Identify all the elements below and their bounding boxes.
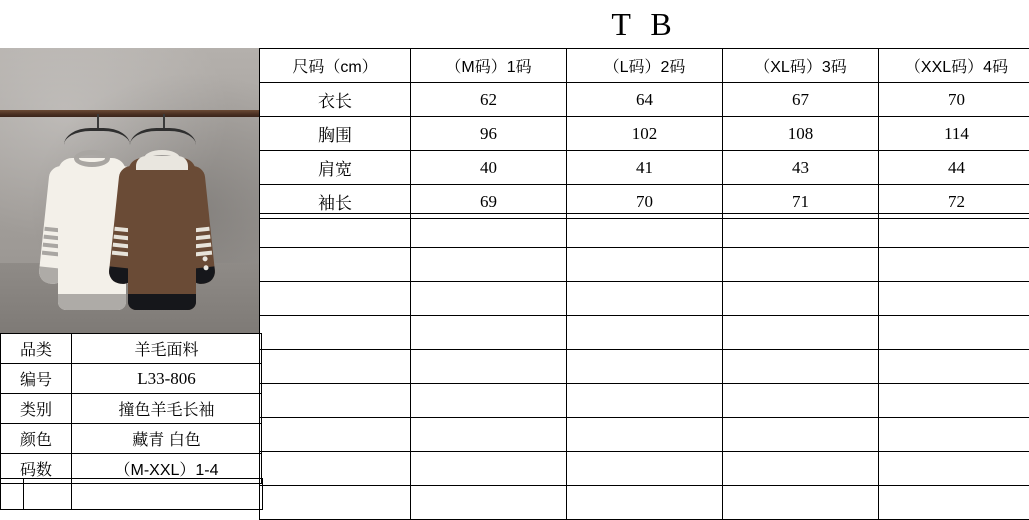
cell-shoulder-m: 40	[411, 151, 567, 185]
info-value-code: L33-806	[72, 364, 262, 394]
button-detail	[202, 256, 207, 261]
page-title: T B	[260, 0, 1029, 48]
row-label-length: 衣长	[260, 83, 411, 117]
column-header-xxl: （XXL码）4码	[879, 49, 1029, 83]
cell-length-l: 64	[567, 83, 723, 117]
column-header-size: 尺码（cm）	[260, 49, 411, 83]
bottom-stub-row	[0, 478, 263, 510]
sweater-body	[128, 158, 196, 310]
table-row-empty	[260, 282, 1029, 316]
clothing-rail	[0, 110, 259, 117]
table-row-empty	[260, 418, 1029, 452]
table-row	[1, 334, 262, 364]
info-value-sizes: （M-XXL）1-4	[72, 454, 262, 484]
info-key-code: 编号	[1, 364, 72, 394]
hem	[128, 294, 196, 310]
cell-sleeve-xxl: 72	[879, 185, 1029, 219]
info-key-color: 颜色	[1, 424, 72, 454]
info-key-sizes: 码数	[1, 454, 72, 484]
row-label-sleeve: 袖长	[260, 185, 411, 219]
table-row	[260, 83, 1029, 117]
table-row	[260, 117, 1029, 151]
table-row-empty	[260, 486, 1029, 520]
product-image	[0, 48, 259, 333]
table-row-empty	[260, 248, 1029, 282]
product-info-table	[0, 333, 262, 484]
cell-bust-xl: 108	[723, 117, 879, 151]
info-value-color: 藏青 白色	[72, 424, 262, 454]
sweater-brown	[114, 140, 210, 310]
table-row	[260, 151, 1029, 185]
empty-rows-grid	[259, 213, 1029, 520]
table-row-empty	[260, 350, 1029, 384]
cell-length-m: 62	[411, 83, 567, 117]
table-row-empty	[1, 479, 263, 510]
cell-length-xxl: 70	[879, 83, 1029, 117]
cell-bust-l: 102	[567, 117, 723, 151]
cell-shoulder-xl: 43	[723, 151, 879, 185]
table-row-empty	[260, 316, 1029, 350]
table-row-empty	[260, 214, 1029, 248]
cell-sleeve-xl: 71	[723, 185, 879, 219]
cell-bust-m: 96	[411, 117, 567, 151]
cell-shoulder-l: 41	[567, 151, 723, 185]
cell-shoulder-xxl: 44	[879, 151, 1029, 185]
column-header-xl: （XL码）3码	[723, 49, 879, 83]
cell-sleeve-l: 70	[567, 185, 723, 219]
info-key-type: 类别	[1, 394, 72, 424]
row-label-bust: 胸围	[260, 117, 411, 151]
info-value-type: 撞色羊毛长袖	[72, 394, 262, 424]
cell-sleeve-m: 69	[411, 185, 567, 219]
column-header-m: （M码）1码	[411, 49, 567, 83]
row-label-shoulder: 肩宽	[260, 151, 411, 185]
cell-bust-xxl: 114	[879, 117, 1029, 151]
table-header-row	[260, 49, 1029, 83]
column-header-l: （L码）2码	[567, 49, 723, 83]
table-row	[1, 424, 262, 454]
table-row	[1, 364, 262, 394]
table-row-empty	[260, 384, 1029, 418]
info-key-category: 品类	[1, 334, 72, 364]
size-table	[259, 48, 1029, 219]
table-row-empty	[260, 452, 1029, 486]
collar	[74, 150, 110, 167]
info-value-category: 羊毛面料	[72, 334, 262, 364]
table-row	[1, 394, 262, 424]
cell-length-xl: 67	[723, 83, 879, 117]
collar	[144, 150, 180, 167]
